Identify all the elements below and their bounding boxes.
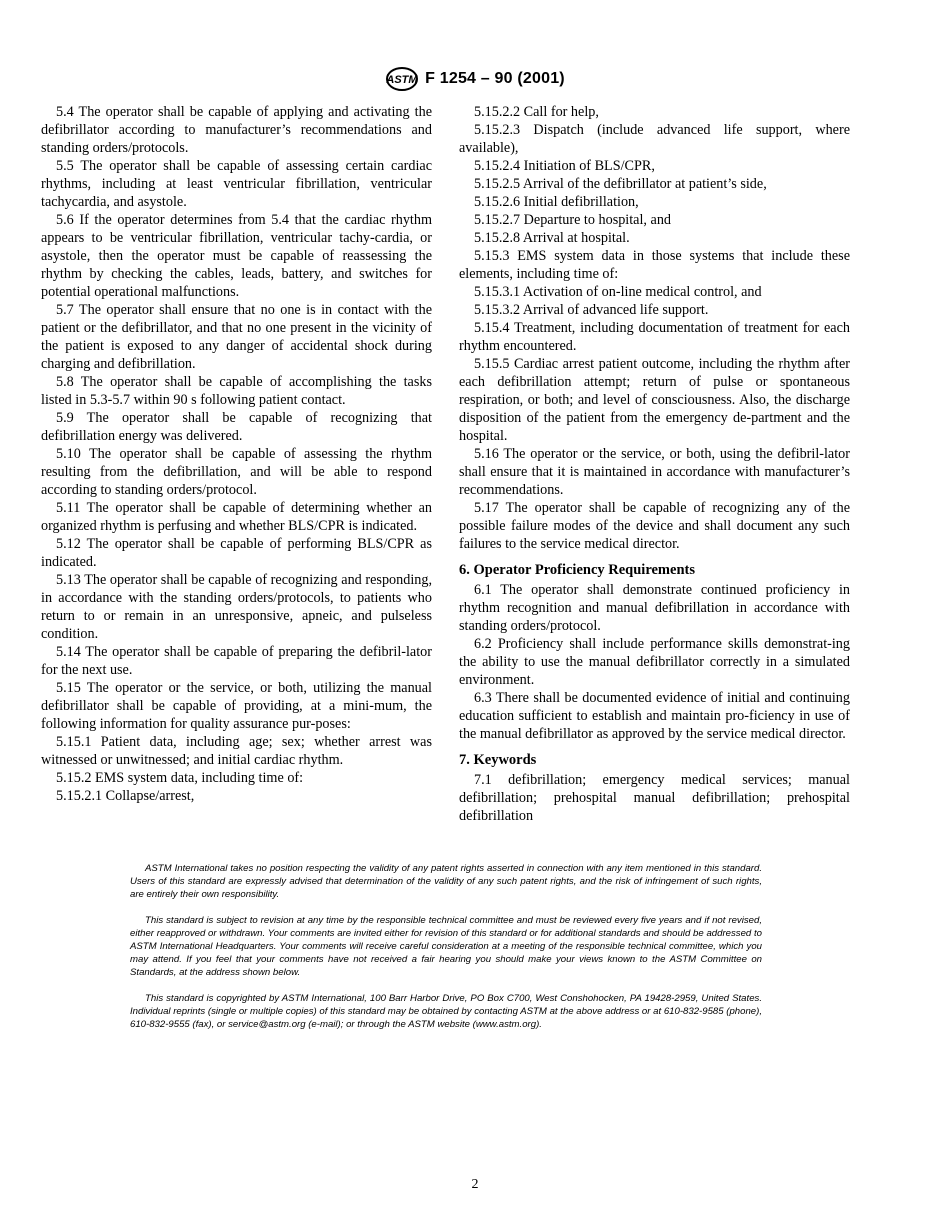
- paragraph: 5.15.5 Cardiac arrest patient outcome, including the rhythm after each defibrillation attempt; return of pulse or spontaneous respiration, or both; and level of consciousness. Also, the discharge disposition of the patient from the emergency de-partment and the hospital.: [459, 356, 850, 444]
- left-column: [41, 103, 432, 805]
- paragraph: 5.15.2.8 Arrival at hospital.: [474, 230, 630, 246]
- svg-text:ASTM: ASTM: [386, 74, 418, 86]
- section-heading: 7. Keywords: [459, 752, 537, 768]
- paragraph: 5.15.2.4 Initiation of BLS/CPR,: [474, 158, 655, 174]
- standard-designation: F 1254 – 90 (2001): [425, 70, 565, 87]
- paragraph: 5.15.2.3 Dispatch (include advanced life support, where available),: [459, 122, 850, 156]
- paragraph: 5.5 The operator shall be capable of assessing certain cardiac rhythms, including at least ventricular fibrillation, ventricular tachycardia, and asystole.: [41, 158, 432, 210]
- paragraph: 5.14 The operator shall be capable of preparing the defibril-lator for the next use.: [41, 644, 432, 678]
- paragraph: 5.15.3.1 Activation of on-line medical control, and: [474, 284, 762, 300]
- paragraph: 5.12 The operator shall be capable of performing BLS/CPR as indicated.: [41, 536, 432, 570]
- paragraph: 5.15.2.1 Collapse/arrest,: [56, 788, 195, 804]
- paragraph: 5.15.2.5 Arrival of the defibrillator at patient’s side,: [474, 176, 767, 192]
- page-header: [0, 66, 950, 94]
- page-number: 2: [471, 1177, 479, 1192]
- paragraph: 5.17 The operator shall be capable of recognizing any of the possible failure modes of the device and shall document any such failures to the service medical director.: [459, 500, 850, 552]
- paragraph: 5.11 The operator shall be capable of determining whether an organized rhythm is perfusing and whether BLS/CPR is indicated.: [41, 500, 432, 534]
- paragraph: 6.2 Proficiency shall include performance skills demonstrat-ing the ability to use the manual defibrillator correctly in a simulated environment.: [459, 636, 850, 688]
- paragraph: 5.15.3.2 Arrival of advanced life support.: [474, 302, 709, 318]
- paragraph: 5.15.4 Treatment, including documentation of treatment for each rhythm encountered.: [459, 320, 850, 354]
- astm-logo-icon: [385, 66, 419, 92]
- right-column: [459, 103, 850, 825]
- paragraph: 5.10 The operator shall be capable of assessing the rhythm resulting from the defibrillation, and will be able to respond according to standing orders/protocol.: [41, 446, 432, 498]
- notice-paragraph: This standard is copyrighted by ASTM International, 100 Barr Harbor Drive, PO Box C700, West Conshohocken, PA 19428-2959, United States. Individual reprints (single or multiple copies) of this standard may be obtained by contacting ASTM at the above address or at 610-832-9585 (phone), 610-832-9555 (fax), or service@astm.org (e-mail); or through the ASTM website (www.astm.org).: [130, 993, 762, 1030]
- paragraph: 5.16 The operator or the service, or both, using the defibril-lator shall ensure that it is maintained in accordance with manufacturer’s recommendations.: [459, 446, 850, 498]
- paragraph: 5.15.2.2 Call for help,: [474, 104, 599, 120]
- paragraph: 5.15.2.7 Departure to hospital, and: [474, 212, 672, 228]
- paragraph: 5.15.3 EMS system data in those systems that include these elements, including time of:: [459, 248, 850, 282]
- paragraph: 5.13 The operator shall be capable of recognizing and responding, in accordance with the standing orders/protocols, to patients who return to or remain in an unresponsive, apneic, and pulseless condition.: [41, 572, 432, 642]
- paragraph: 5.7 The operator shall ensure that no one is in contact with the patient or the defibrillator, and that no one present in the vicinity of the patient is exposed to any danger of accidental shock during charging and defibrillation.: [41, 302, 432, 372]
- paragraph: 6.3 There shall be documented evidence of initial and continuing education sufficient to establish and maintain pro-ficiency in use of the manual defibrillator as approved by the service medical director.: [459, 690, 850, 742]
- paragraph: 5.15.2 EMS system data, including time of:: [56, 770, 304, 786]
- paragraph: 5.6 If the operator determines from 5.4 that the cardiac rhythm appears to be ventricular fibrillation, ventricular tachy-cardia, or asystole, then the operator must be capable of reassessing the rhythm by checking the cables, leads, battery, and switches for potential operational malfunctions.: [41, 212, 432, 300]
- paragraph: 7.1 defibrillation; emergency medical services; manual defibrillation; prehospital manual defibrillation; prehospital defibrillation: [459, 772, 850, 824]
- notice-paragraph: ASTM International takes no position respecting the validity of any patent rights asserted in connection with any item mentioned in this standard. Users of this standard are expressly advised that determination of the validity of any such patent rights, and the risk of infringement of such rights, are entirely their own responsibility.: [130, 863, 762, 900]
- paragraph: 5.15.1 Patient data, including age; sex; whether arrest was witnessed or unwitnessed; and initial cardiac rhythm.: [41, 734, 432, 768]
- paragraph: 5.9 The operator shall be capable of recognizing that defibrillation energy was delivered.: [41, 410, 432, 444]
- notice-paragraph: This standard is subject to revision at any time by the responsible technical committee and must be reviewed every five years and if not revised, either reapproved or withdrawn. Your comments are invited either for revision of this standard or for additional standards and should be addressed to ASTM International Headquarters. Your comments will receive careful consideration at a meeting of the responsible technical committee, which you may attend. If you feel that your comments have not received a fair hearing you should make your views known to the ASTM Committee on Standards, at the address shown below.: [130, 915, 762, 978]
- paragraph: 6.1 The operator shall demonstrate continued proficiency in rhythm recognition and manual defibrillation in accordance with standing orders/protocol.: [459, 582, 850, 634]
- section-heading: 6. Operator Proficiency Requirements: [459, 562, 695, 578]
- paragraph: 5.4 The operator shall be capable of applying and activating the defibrillator according to manufacturer’s recommendations and standing orders/protocols.: [41, 104, 432, 156]
- paragraph: 5.15.2.6 Initial defibrillation,: [474, 194, 639, 210]
- paragraph: 5.15 The operator or the service, or both, utilizing the manual defibrillator shall be capable of providing, at a mini-mum, the following information for quality assurance pur-poses:: [41, 680, 432, 732]
- legal-notices: [130, 862, 762, 1044]
- paragraph: 5.8 The operator shall be capable of accomplishing the tasks listed in 5.3-5.7 within 90 s following patient contact.: [41, 374, 432, 408]
